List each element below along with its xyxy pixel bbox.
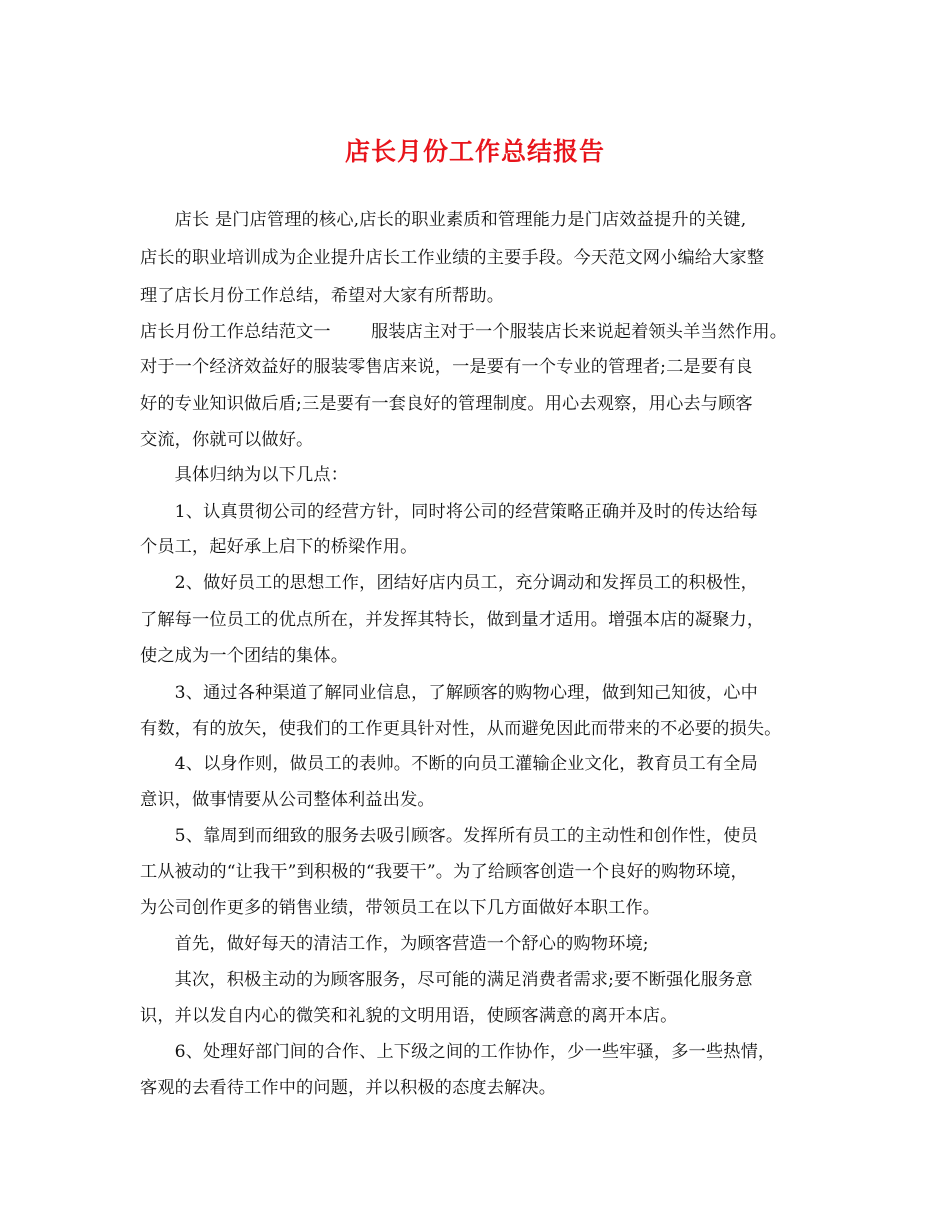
body-line: 6、处理好部门间的合作、上下级之间的工作协作，少一些牢骚，多一些热情，: [140, 1042, 776, 1062]
body-line: 具体归纳为以下几点：: [140, 465, 349, 485]
body-line: 客观的去看待工作中的问题，并以积极的态度去解决。: [140, 1078, 557, 1098]
body-line: 3、通过各种渠道了解同业信息，了解顾客的购物心理，做到知己知彼，心中: [140, 683, 758, 703]
body-line: 店长月份工作总结范文一 服装店主对于一个服装店长来说起着领头羊当然作用。: [140, 322, 788, 342]
body-line: 有数，有的放矢，使我们的工作更具针对性，从而避免因此而带来的不必要的损失。: [140, 719, 782, 739]
body-line: 了解每一位员工的优点所在，并发挥其特长，做到量才适用。增强本店的凝聚力，: [140, 610, 765, 630]
body-line: 对于一个经济效益好的服装零售店来说，一是要有一个专业的管理者;二是要有良: [140, 357, 753, 377]
body-line: 其次，积极主动的为顾客服务，尽可能的满足消费者需求;要不断强化服务意: [140, 970, 753, 990]
body-line: 个员工，起好承上启下的桥梁作用。: [140, 537, 418, 557]
body-line: 店长的职业培训成为企业提升店长工作业绩的主要手段。今天范文网小编给大家整: [140, 248, 765, 268]
body-line: 2、做好员工的思想工作，团结好店内员工，充分调动和发挥员工的积极性，: [140, 573, 758, 593]
body-line: 交流，你就可以做好。: [140, 430, 314, 450]
body-line: 1、认真贯彻公司的经营方针，同时将公司的经营策略正确并及时的传达给每: [140, 502, 758, 522]
body-line: 4、以身作则，做员工的表帅。不断的向员工灌输企业文化，教育员工有全局: [140, 754, 758, 774]
body-line: 意识，做事情要从公司整体利益出发。: [140, 790, 435, 810]
body-line: 工从被动的“让我干”到积极的“我要干”。为了给顾客创造一个良好的购物环境，: [140, 862, 748, 882]
body-line: 识，并以发自内心的微笑和礼貌的文明用语，使顾客满意的离开本店。: [140, 1006, 678, 1026]
body-line: 5、靠周到而细致的服务去吸引顾客。发挥所有员工的主动性和创作性，使员: [140, 826, 758, 846]
body-line: 为公司创作更多的销售业绩，带领员工在以下几方面做好本职工作。: [140, 898, 661, 918]
body-line: 使之成为一个团结的集体。: [140, 646, 349, 666]
document-title: 店长月份工作总结报告: [344, 137, 605, 166]
body-line: 首先，做好每天的清洁工作，为顾客营造一个舒心的购物环境;: [140, 934, 649, 954]
body-line: 理了店长月份工作总结，希望对大家有所帮助。: [140, 286, 505, 306]
body-line: 店长 是门店管理的核心,店长的职业素质和管理能力是门店效益提升的关键,: [140, 210, 747, 230]
body-line: 好的专业知识做后盾;三是要有一套良好的管理制度。用心去观察，用心去与顾客: [140, 394, 753, 414]
